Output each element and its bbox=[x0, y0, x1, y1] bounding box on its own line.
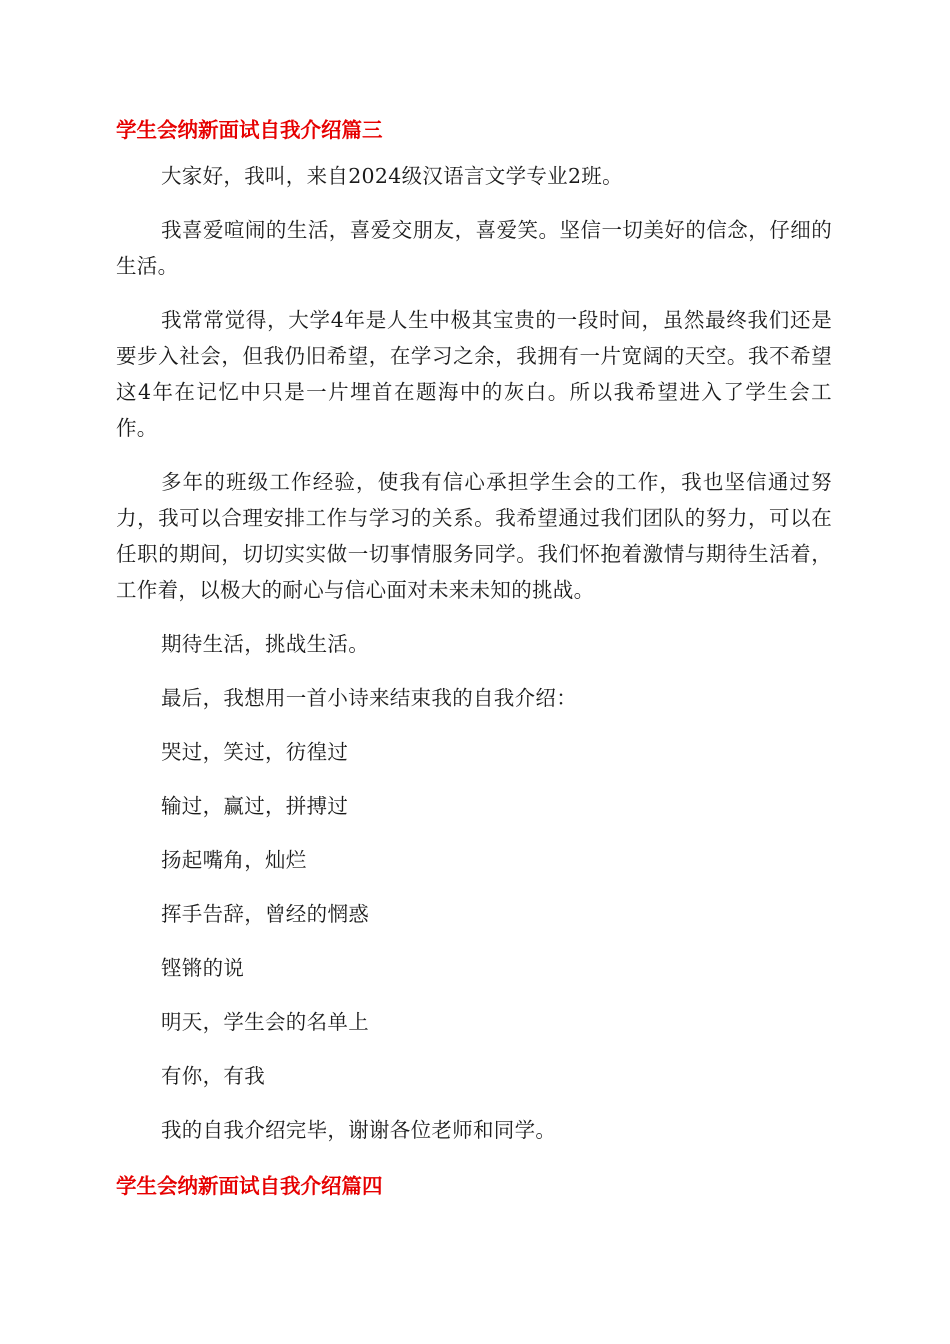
poem-line: 铿锵的说 bbox=[161, 956, 245, 980]
poem-line: 哭过，笑过，彷徨过 bbox=[161, 740, 349, 764]
paragraph-closing: 我的自我介绍完毕，谢谢各位老师和同学。 bbox=[161, 1118, 557, 1142]
section-heading-3: 学生会纳新面试自我介绍篇三 bbox=[116, 118, 383, 142]
poem-line: 输过，赢过，拼搏过 bbox=[161, 794, 349, 818]
document-page bbox=[116, 112, 832, 1204]
poem-line: 挥手告辞，曾经的惘惑 bbox=[161, 902, 369, 926]
poem-line: 扬起嘴角，灿烂 bbox=[161, 848, 307, 872]
poem-line: 有你，有我 bbox=[161, 1064, 265, 1088]
poem-line: 明天，学生会的名单上 bbox=[161, 1010, 369, 1034]
paragraph-personality: 我喜爱喧闹的生活，喜爱交朋友，喜爱笑。坚信一切美好的信念，仔细的生活。 bbox=[116, 218, 832, 278]
paragraph-greeting: 大家好，我叫，来自2024级汉语言文学专业2班。 bbox=[161, 164, 623, 188]
paragraph-motto: 期待生活，挑战生活。 bbox=[161, 632, 369, 656]
paragraph-poem-intro: 最后，我想用一首小诗来结束我的自我介绍： bbox=[161, 686, 577, 710]
paragraph-experience: 多年的班级工作经验，使我有信心承担学生会的工作，我也坚信通过努力，我可以合理安排工作与学习的关系。我希望通过我们团队的努力，可以在任职的期间，切切实实做一切事情服务同学。我们怀抱着激情与期待生活着，工作着，以极大的耐心与信心面对未来未知的挑战。 bbox=[116, 470, 832, 602]
paragraph-university: 我常常觉得，大学4年是人生中极其宝贵的一段时间，虽然最终我们还是要步入社会，但我仍旧希望，在学习之余，我拥有一片宽阔的天空。我不希望这4年在记忆中只是一片埋首在题海中的灰白。所以我希望进入了学生会工作。 bbox=[116, 308, 832, 440]
section-heading-4: 学生会纳新面试自我介绍篇四 bbox=[116, 1174, 383, 1198]
